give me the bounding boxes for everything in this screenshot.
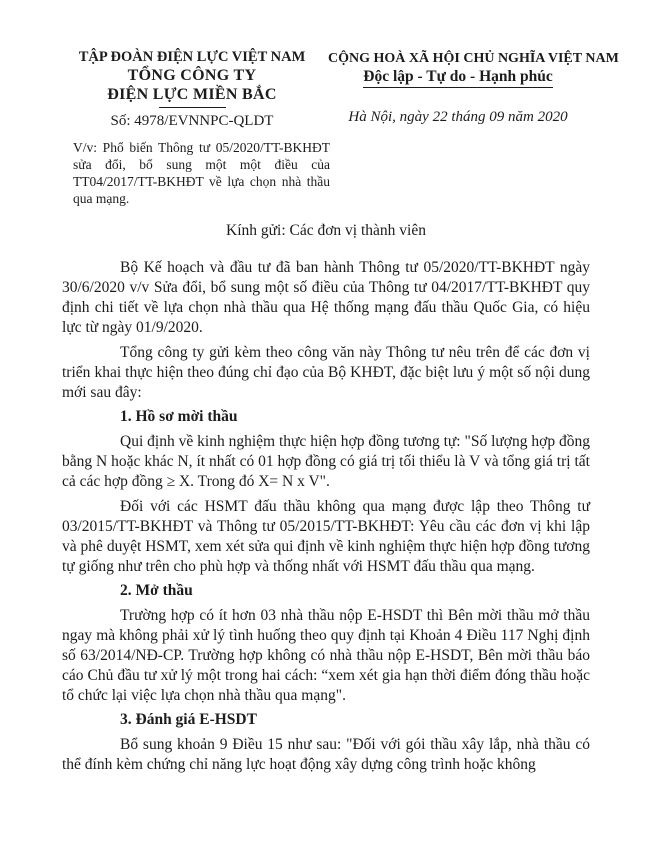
salutation: Kính gửi: Các đơn vị thành viên bbox=[226, 222, 426, 239]
national-header-block bbox=[328, 50, 619, 126]
body-paragraph: Bộ Kế hoạch và đầu tư đã ban hành Thông tư 05/2020/TT-BKHĐT ngày 30/6/2020 v/v Sửa đổi, bổ sung một số điều của Thông tư 04/2017/TT-BKHĐT quy định chi tiết về lựa chọn nhà thầu qua Hệ thống mạng đấu thầu Quốc Gia, có hiệu lực từ ngày 01/9/2020. bbox=[62, 259, 590, 336]
body-paragraph: Trường hợp có ít hơn 03 nhà thầu nộp E-HSDT thì Bên mời thầu mở thầu ngay mà không phải xử lý tình huống theo quy định tại Khoản 4 Điều 117 Nghị định số 63/2014/NĐ-CP. Trường hợp không có nhà thầu nộp E-HSDT, Bên mời thầu báo cáo Chủ đầu tư xử lý một trong hai cách: “xem xét gia hạn thời điểm đóng thầu hoặc tổ chức lại việc lựa chọn nhà thầu qua mạng". bbox=[62, 607, 590, 704]
document-number: Số: 4978/EVNNPC-QLDT bbox=[110, 113, 274, 129]
org-name-underline bbox=[159, 107, 226, 108]
independence-motto: Độc lập - Tự do - Hạnh phúc bbox=[363, 67, 552, 88]
body-paragraph: Tổng công ty gửi kèm theo công văn này Thông tư nêu trên để các đơn vị triển khai thực hiện theo đúng chỉ đạo của Bộ KHĐT, đặc biệt lưu ý một số nội dung mới sau đây: bbox=[62, 344, 590, 401]
company-name-line2: ĐIỆN LỰC MIỀN BẮC bbox=[107, 86, 277, 103]
issuing-org-block bbox=[62, 48, 322, 131]
company-name-line1: TỔNG CÔNG TY bbox=[127, 67, 257, 84]
section-heading: 1. Hồ sơ mời thầu bbox=[120, 408, 238, 425]
body-paragraph: Bổ sung khoản 9 Điều 15 như sau: "Đối với gói thầu xây lắp, nhà thầu có thể đính kèm chứng chỉ năng lực hoạt động xây dựng công trình hoặc không bbox=[62, 736, 590, 773]
national-motto: CỘNG HOÀ XÃ HỘI CHỦ NGHĨA VIỆT NAM bbox=[328, 51, 619, 66]
section-heading: 3. Đánh giá E-HSDT bbox=[120, 711, 257, 728]
document-subject: V/v: Phổ biến Thông tư 05/2020/TT-BKHĐT sửa đổi, bổ sung một một điều của TT04/2017/TT-BKHĐT về lựa chọn nhà thầu qua mạng. bbox=[73, 140, 330, 206]
place-and-date: Hà Nội, ngày 22 tháng 09 năm 2020 bbox=[348, 109, 568, 125]
body-paragraph: Qui định về kinh nghiệm thực hiện hợp đồng tương tự: "Số lượng hợp đồng bằng N hoặc khác N, ít nhất có 01 hợp đồng có giá trị tối thiểu là V và tổng giá trị tất cả các hợp đồng ≥ X. Trong đó X= N x V". bbox=[62, 433, 590, 490]
section-heading: 2. Mở thầu bbox=[120, 582, 193, 599]
body-paragraph: Đối với các HSMT đấu thầu không qua mạng được lập theo Thông tư 03/2015/TT-BKHĐT và Thông tư 05/2015/TT-BKHĐT: Yêu cầu các đơn vị khi lập và phê duyệt HSMT, xem xét sửa qui định về kinh nghiệm thực hiện hợp đồng tương tự giống như trên cho phù hợp và thống nhất với HSMT đấu thầu qua mạng. bbox=[62, 498, 590, 575]
parent-org-name: TẬP ĐOÀN ĐIỆN LỰC VIỆT NAM bbox=[78, 49, 306, 65]
document-body bbox=[62, 221, 590, 775]
body-blocks bbox=[62, 258, 590, 775]
